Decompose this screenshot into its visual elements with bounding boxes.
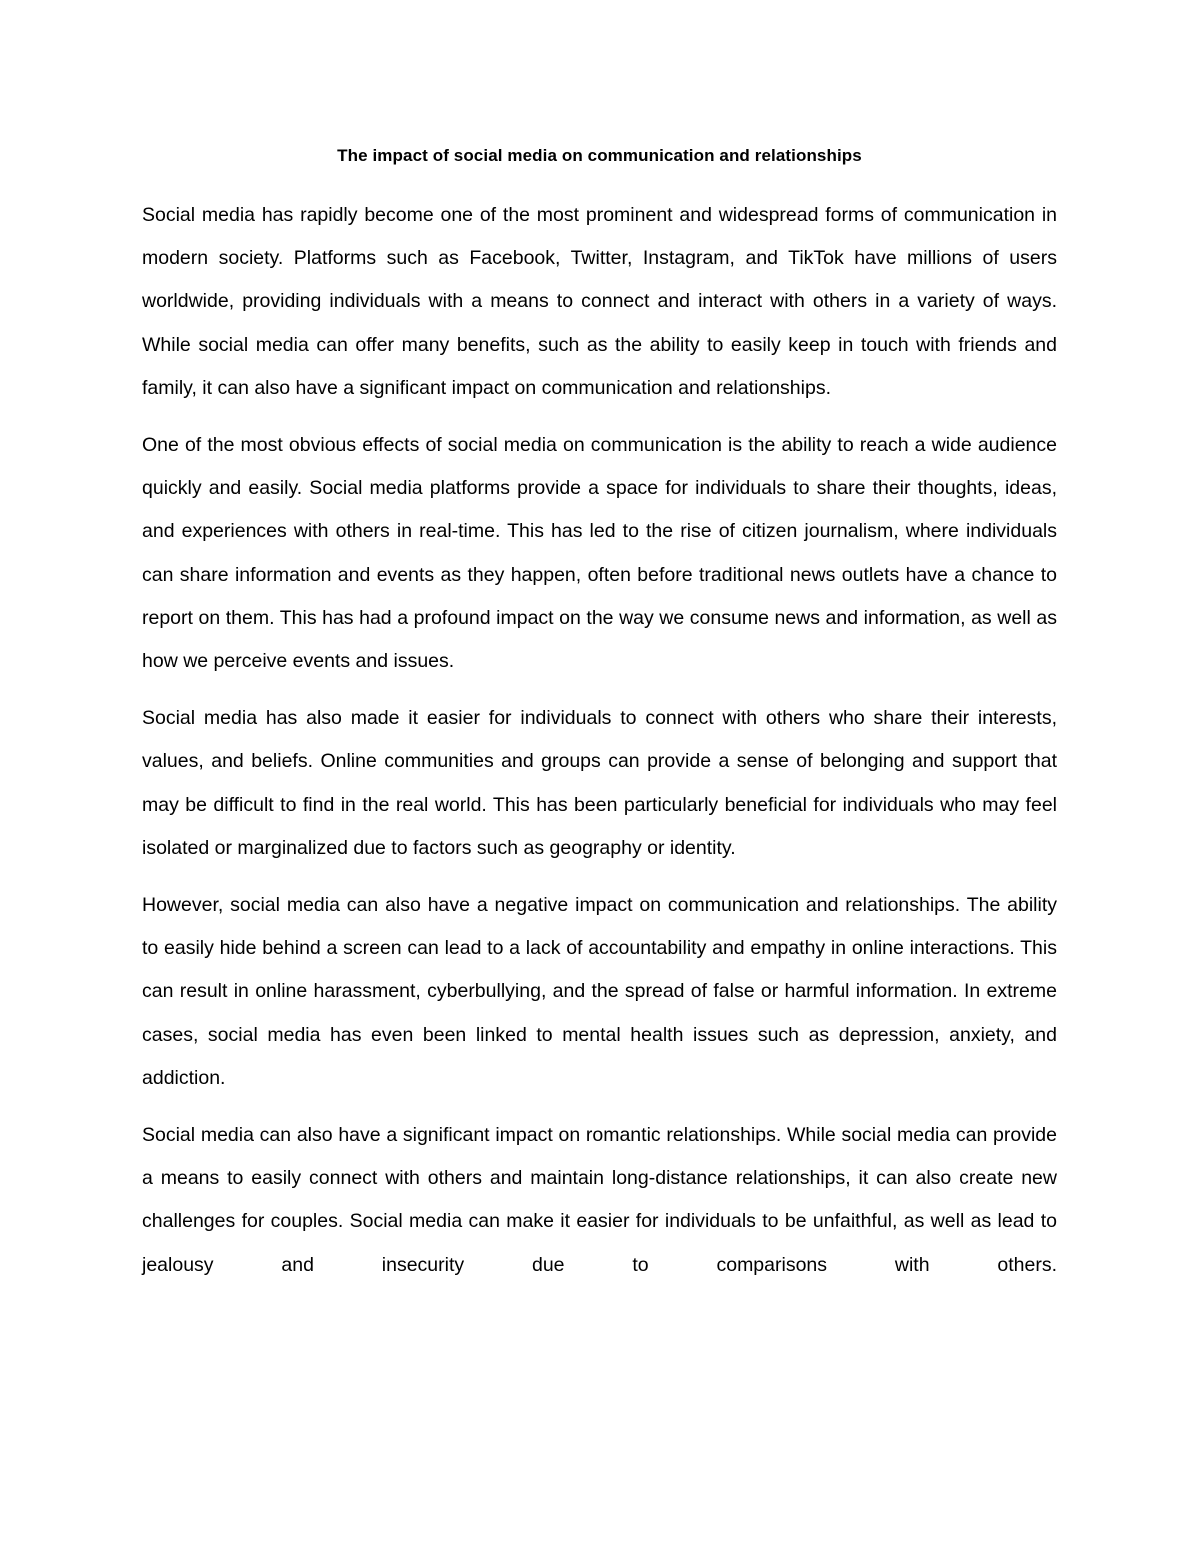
paragraph-negative-impact: However, social media can also have a negative impact on communication and relationships. The ability to easily hide behind a screen can lead to a lack of accountability and empathy in online interactions. This can result in online harassment, cyberbullying, and the spread of false or harmful information. In extreme cases, social media has even been linked to mental health issues such as depression, anxiety, and addiction. <box>142 894 1057 1089</box>
document-body <box>142 140 1057 1301</box>
paragraph-intro: Social media has rapidly become one of the most prominent and widespread forms of communication in modern society. Platforms such as Facebook, Twitter, Instagram, and TikTok have millions of users worldwide, providing individuals with a means to connect and interact with others in a variety of ways. While social media can offer many benefits, such as the ability to easily keep in touch with friends and family, it can also have a significant impact on communication and relationships. <box>142 204 1057 399</box>
paragraph-connection: Social media has also made it easier for individuals to connect with others who share their interests, values, and beliefs. Online communities and groups can provide a sense of belonging and support that may be difficult to find in the real world. This has been particularly beneficial for individuals who may feel isolated or marginalized due to factors such as geography or identity. <box>142 707 1057 859</box>
paragraph-wide-audience: One of the most obvious effects of social media on communication is the ability to reach a wide audience quickly and easily. Social media platforms provide a space for individuals to share their thoughts, ideas, and experiences with others in real-time. This has led to the rise of citizen journalism, where individuals can share information and events as they happen, often before traditional news outlets have a chance to report on them. This has had a profound impact on the way we consume news and information, as well as how we perceive events and issues. <box>142 434 1057 673</box>
document-title: The impact of social media on communication and relationships <box>337 146 862 165</box>
paragraph-romantic-relationships: Social media can also have a significant impact on romantic relationships. While social media can provide a means to easily connect with others and maintain long-distance relationships, it can also create new challenges for couples. Social media can make it easier for individuals to be unfaithful, as well as lead to jealousy and insecurity due to comparisons with others. <box>142 1124 1057 1276</box>
